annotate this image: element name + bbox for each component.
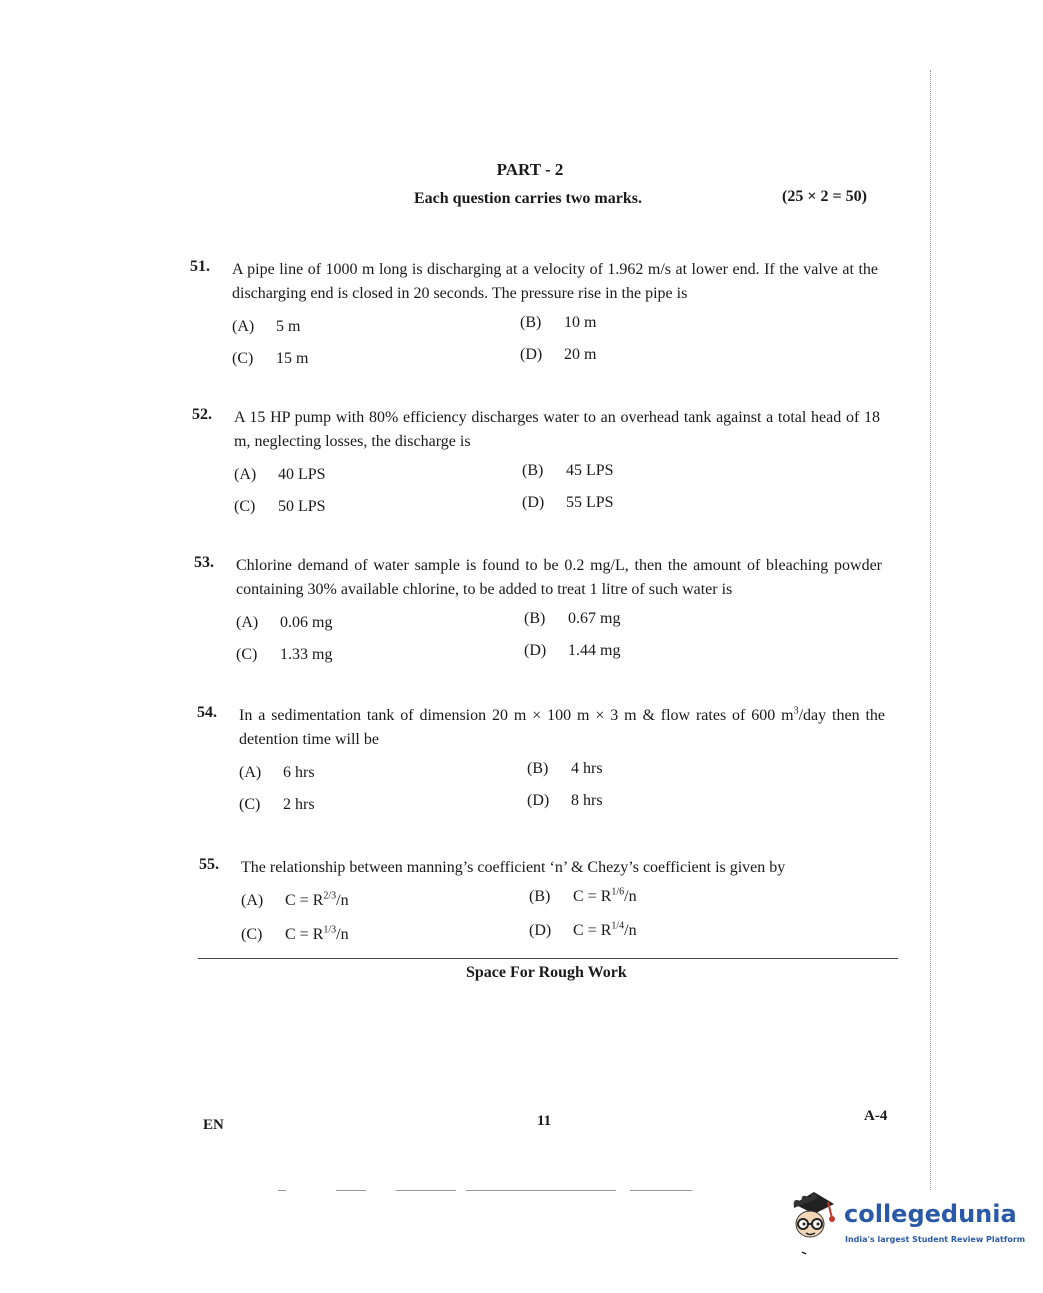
option-c: (C) $C = R^{1/3}/n$ (241, 924, 349, 943)
scan-artifact (336, 1190, 366, 1191)
collegedunia-watermark (788, 1186, 1026, 1258)
option-c: (C) 50 LPS (234, 498, 326, 515)
marks-total: (25 × 2 = 50) (782, 188, 867, 205)
question-number: 53. (194, 554, 214, 571)
question-number: 55. (199, 856, 219, 873)
question-stem: Chlorine demand of water sample is found to be 0.2 mg/L, then the amount of bleaching powder containing 30% available chlorine, to be added to treat 1 litre of such water is (236, 557, 882, 598)
question-stem: A 15 HP pump with 80% efficiency discharges water to an overhead tank against a total head of 18 m, neglecting losses, the discharge is (234, 409, 880, 450)
rough-work-divider (198, 958, 898, 959)
brand-name: collegedunia (844, 1200, 1017, 1228)
option-c: (C) 1.33 mg (236, 646, 333, 663)
question-stem: The relationship between manning’s coefficient ‘n’ & Chezy’s coefficient is given by (241, 859, 786, 876)
option-b: (B) $C = R^{1/6}/n$ (529, 886, 637, 905)
option-d: (D) 20 m (520, 346, 597, 363)
footer-set-code: A-4 (864, 1108, 888, 1124)
part-title: PART - 2 (496, 160, 564, 179)
option-d: (D) $C = R^{1/4}/n$ (529, 920, 637, 939)
option-b: (B) 0.67 mg (524, 610, 621, 627)
scan-artifact (630, 1190, 692, 1191)
option-a: (A) $C = R^{2/3}/n$ (241, 890, 349, 909)
option-a: (A) 0.06 mg (236, 614, 333, 631)
option-c: (C) 15 m (232, 350, 309, 367)
option-d: (D) 8 hrs (527, 792, 603, 809)
footer-page-number: 11 (537, 1113, 552, 1129)
option-b: (B) 10 m (520, 314, 597, 331)
option-b: (B) 4 hrs (527, 760, 603, 777)
question-number: 52. (192, 406, 212, 423)
marks-instruction: Each question carries two marks. (414, 190, 642, 207)
option-c: (C) 2 hrs (239, 796, 315, 813)
option-d: (D) 55 LPS (522, 494, 614, 511)
footer-language: EN (203, 1117, 224, 1133)
option-a: (A) 5 m (232, 318, 301, 335)
brand-tagline: India's largest Student Review Platform (845, 1235, 1026, 1244)
question-stem: A pipe line of 1000 m long is discharging at a velocity of 1.962 m/s at lower end. If the valve at the discharging end is closed in 20 seconds. The pressure rise in the pipe is (232, 261, 878, 302)
option-d: (D) 1.44 mg (524, 642, 621, 659)
scan-artifact (278, 1190, 286, 1191)
scan-artifact (466, 1190, 616, 1191)
mascot-icon (788, 1186, 844, 1258)
margin-dotted-line (930, 70, 932, 1190)
question-number: 54. (197, 704, 217, 721)
scan-artifact (396, 1190, 456, 1191)
option-a: (A) 6 hrs (239, 764, 315, 781)
rough-work-label: Space For Rough Work (466, 964, 627, 981)
question-stem: In a sedimentation tank of dimension 20 m × 100 m × 3 m & flow rates of 600 $m^3$/day then the detention time will be (239, 705, 886, 748)
option-b: (B) 45 LPS (522, 462, 614, 479)
question-number: 51. (190, 258, 210, 275)
option-a: (A) 40 LPS (234, 466, 326, 483)
